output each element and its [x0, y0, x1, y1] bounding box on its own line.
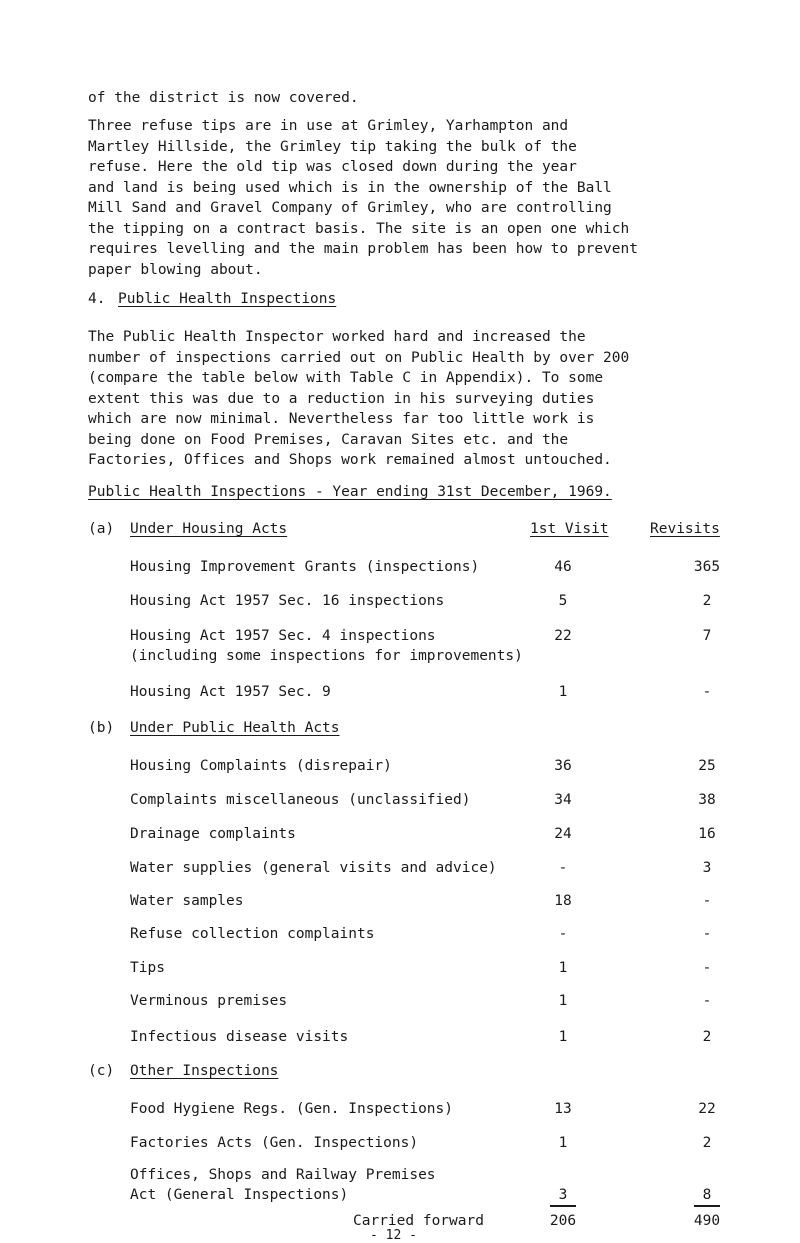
row-first-visit: 22: [554, 628, 572, 644]
refuse-paragraph: Three refuse tips are in use at Grimley, Yarhampton and Martley Hillside, the Grimley tip taking the bulk of the refuse. Here the old tip was closed down during the year and land is being used which is in the ownership of the Ball Mill Sand and Gravel Company of Grimley, who are controlling the tipping on a contract basis. The site is an open one which requires levelling and the main problem has been how to prevent paper blowing about.: [88, 118, 638, 278]
row-first-visit: 36: [554, 758, 572, 774]
row-label: Infectious disease visits: [130, 1029, 349, 1045]
total-rule-revisits: [694, 1205, 720, 1207]
row-first-visit: 34: [554, 792, 572, 808]
row-revisits: 2: [702, 1135, 712, 1151]
row-label: Offices, Shops and Railway Premises: [130, 1167, 436, 1183]
section-heading: Public Health Inspections: [118, 291, 337, 307]
row-revisits: 22: [698, 1101, 716, 1117]
section-b-label: (b): [88, 720, 115, 736]
total-revisits: 490: [693, 1213, 721, 1229]
total-label: Carried forward: [353, 1213, 484, 1229]
row-revisits: 365: [693, 559, 721, 575]
row-label: Complaints miscellaneous (unclassified): [130, 792, 471, 808]
row-first-visit: 1: [558, 1029, 568, 1045]
row-label: Water supplies (general visits and advice): [130, 860, 497, 876]
row-first-visit: 5: [558, 593, 568, 609]
row-revisits: 16: [698, 826, 716, 842]
row-revisits: -: [702, 960, 712, 976]
row-label: Tips: [130, 960, 165, 976]
row-revisits: -: [702, 993, 712, 1009]
row-first-visit: 46: [554, 559, 572, 575]
section-paragraph: The Public Health Inspector worked hard and increased the number of inspections carried out on Public Health by over 200 (compare the table below with Table C in Appendix). To some extent this was due to a reduction in his surveying duties which are now minimal. Nevertheless far too little work is being done on Food Premises, Caravan Sites etc. and the Factories, Offices and Shops work remained almost untouched.: [88, 329, 630, 468]
row-revisits: 8: [702, 1187, 712, 1203]
row-label: Drainage complaints: [130, 826, 296, 842]
row-label: Refuse collection complaints: [130, 926, 375, 942]
row-label: Housing Act 1957 Sec. 16 inspections: [130, 593, 445, 609]
col-header-first-visit: 1st Visit: [530, 521, 609, 537]
row-first-visit: 3: [558, 1187, 568, 1203]
section-a-heading: Under Housing Acts: [130, 521, 288, 537]
row-first-visit: 1: [558, 993, 568, 1009]
row-label: Housing Improvement Grants (inspections): [130, 559, 480, 575]
row-revisits: 2: [702, 1029, 712, 1045]
row-revisits: 25: [698, 758, 716, 774]
total-first-visit: 206: [549, 1213, 577, 1229]
row-revisits: 7: [702, 628, 712, 644]
row-label: Water samples: [130, 893, 244, 909]
page-number: - 12 -: [370, 1228, 417, 1243]
row-first-visit: 1: [558, 960, 568, 976]
row-revisits: -: [702, 684, 712, 700]
section-a-label: (a): [88, 521, 115, 537]
row-first-visit: 1: [558, 1135, 568, 1151]
row-revisits: 3: [702, 860, 712, 876]
row-first-visit: 1: [558, 684, 568, 700]
row-label: Food Hygiene Regs. (Gen. Inspections): [130, 1101, 454, 1117]
row-first-visit: -: [558, 860, 568, 876]
row-first-visit: 18: [554, 893, 572, 909]
total-rule-first-visit: [550, 1205, 576, 1207]
row-revisits: -: [702, 926, 712, 942]
row-label: Housing Complaints (disrepair): [130, 758, 392, 774]
section-b-heading: Under Public Health Acts: [130, 720, 340, 736]
section-c-heading: Other Inspections: [130, 1063, 279, 1079]
row-revisits: 2: [702, 593, 712, 609]
row-label: Act (General Inspections): [130, 1187, 349, 1203]
section-c-label: (c): [88, 1063, 115, 1079]
intro-line: of the district is now covered.: [88, 90, 359, 106]
row-label: (including some inspections for improvements): [130, 648, 523, 664]
row-first-visit: 24: [554, 826, 572, 842]
col-header-revisits: Revisits: [650, 521, 720, 537]
row-label: Housing Act 1957 Sec. 4 inspections: [130, 628, 436, 644]
row-revisits: 38: [698, 792, 716, 808]
row-first-visit: -: [558, 926, 568, 942]
table-title: Public Health Inspections - Year ending 31st December, 1969.: [88, 484, 612, 500]
row-label: Verminous premises: [130, 993, 288, 1009]
row-label: Factories Acts (Gen. Inspections): [130, 1135, 419, 1151]
row-revisits: -: [702, 893, 712, 909]
row-first-visit: 13: [554, 1101, 572, 1117]
section-number: 4.: [88, 291, 106, 307]
row-label: Housing Act 1957 Sec. 9: [130, 684, 331, 700]
